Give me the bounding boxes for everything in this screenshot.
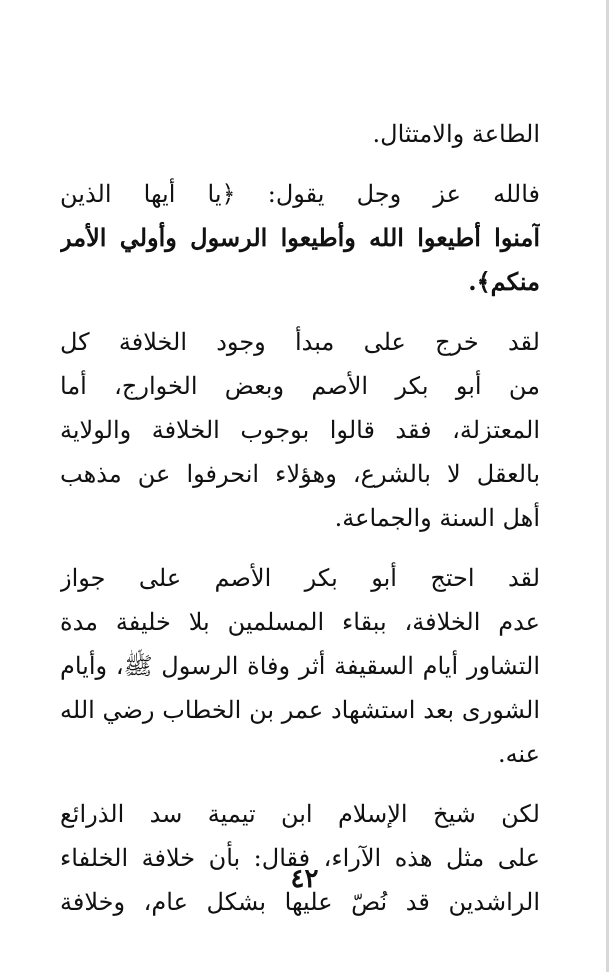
text-line: لكن شيخ الإسلام ابن تيمية سد الذرائع: [60, 800, 540, 828]
text-line: على مثل هذه الآراء، فقال: بأن خلافة الخلفاء: [60, 844, 540, 872]
text-line: لقد احتج أبو بكر الأصم على جواز: [60, 564, 540, 592]
text-line: لقد خرج على مبدأ وجود الخلافة كل: [60, 328, 540, 356]
paragraph-4: [60, 556, 540, 776]
text-line-quote: آمنوا أطيعوا الله وأطيعوا الرسول وأولي الأمر: [60, 223, 540, 252]
text-line: التشاور أيام السقيفة أثر وفاة الرسول ﷺ، وأيام: [60, 652, 540, 680]
paragraph-gap: [60, 304, 540, 320]
paragraph-gap: [60, 776, 540, 792]
paragraph-gap: [60, 540, 540, 556]
paragraph-2: [60, 172, 540, 304]
text-line: أهل السنة والجماعة.: [334, 504, 540, 532]
page-body: [60, 112, 540, 924]
text-line: المعتزلة، فقد قالوا بوجوب الخلافة والولاية: [60, 416, 540, 444]
text-line: الشورى بعد استشهاد عمر بن الخطاب رضي الله: [60, 696, 540, 724]
text-line-quote: فالله عز وجل يقول: ﴿يا أيها الذين: [60, 180, 540, 208]
paragraph-5: [60, 792, 540, 924]
text-line: عنه.: [497, 740, 540, 768]
text-line-quote: منكم﴾.: [468, 267, 540, 296]
text-line: الراشدين قد نُصّ عليها بشكل عام، وخلافة: [60, 888, 540, 916]
paragraph-1: [60, 112, 540, 156]
page-number: ٤٢: [290, 864, 319, 894]
text-line: عدم الخلافة، ببقاء المسلمين بلا خليفة مدة: [60, 608, 540, 636]
text-line: من أبو بكر الأصم وبعض الخوارج، أما: [60, 372, 540, 400]
paragraph-gap: [60, 156, 540, 172]
text-line: بالعقل لا بالشرع، وهؤلاء انحرفوا عن مذهب: [60, 460, 540, 488]
paragraph-3: [60, 320, 540, 540]
text-line: الطاعة والامتثال.: [372, 120, 540, 148]
